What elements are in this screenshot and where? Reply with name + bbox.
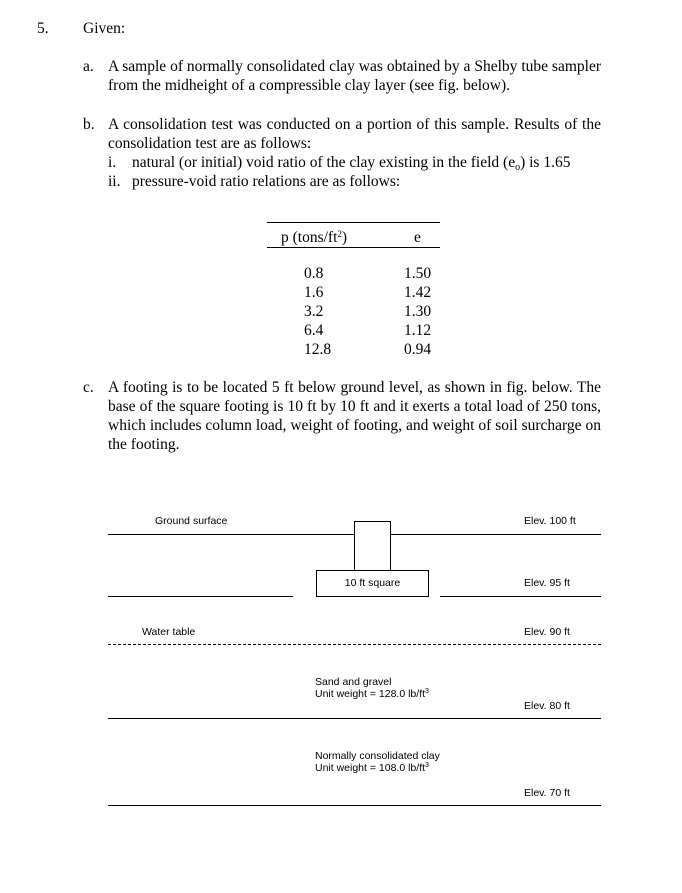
footing-label: 10 ft square: [344, 577, 401, 589]
clay-bottom-line: [108, 805, 601, 806]
item-b-ii-text: pressure-void ratio relations are as follows:: [132, 173, 401, 190]
table-cell-p: 1.6: [304, 284, 324, 301]
table-cell-e: 1.12: [404, 322, 432, 339]
footing-level-line-right: [440, 596, 601, 597]
table-cell-p: 3.2: [304, 303, 324, 320]
table-header-e: e: [414, 229, 421, 246]
table-cell-p: 12.8: [304, 341, 332, 358]
water-table-line: [108, 644, 601, 645]
table-header-p: p $(tons/ft^2)$: [281, 229, 348, 246]
item-b-marker: b.: [83, 116, 95, 133]
problem-number: 5.: [37, 20, 49, 37]
table-cell-p: 6.4: [304, 322, 324, 339]
ground-line-right: [390, 534, 601, 535]
item-a-marker: a.: [83, 58, 94, 75]
item-b-i-marker: i.: [108, 154, 117, 171]
clay-layer-name: Normally consolidated clay: [315, 750, 440, 762]
problem-heading: Given:: [83, 20, 126, 37]
sand-layer-name: Sand and gravel: [315, 676, 392, 688]
item-b-ii-marker: ii.: [108, 173, 121, 190]
table-top-rule: [267, 222, 440, 223]
clay-unit-weight: Unit weight = 108.0 $lb/ft^3$: [315, 762, 429, 774]
table-cell-p: 0.8: [304, 265, 324, 282]
item-b-text: A consolidation test was conducted on a portion of this sample. Results of the consolidation test are as follows:: [108, 116, 601, 152]
footing-column: [354, 521, 391, 571]
elev-90-label: Elev. 90 ft: [524, 626, 570, 638]
item-b-i-text: natural (or initial) void ratio of the clay existing in the field $(e_o)$ is 1.65: [132, 154, 571, 173]
item-c-marker: c.: [83, 379, 94, 396]
footing-level-line-left: [108, 596, 293, 597]
table-cell-e: 1.42: [404, 284, 432, 301]
elev-80-label: Elev. 80 ft: [524, 700, 570, 712]
table-cell-e: 1.50: [404, 265, 432, 282]
sand-unit-weight: Unit weight = 128.0 $lb/ft^3$: [315, 688, 429, 700]
sand-clay-boundary-line: [108, 718, 601, 719]
elev-95-label: Elev. 95 ft: [524, 577, 570, 589]
ground-surface-label: Ground surface: [155, 515, 228, 527]
water-table-label: Water table: [142, 626, 196, 638]
elev-100-label: Elev. 100 ft: [524, 515, 576, 527]
ground-line-left: [108, 534, 354, 535]
table-header-rule: [267, 247, 440, 248]
table-cell-e: 0.94: [404, 341, 432, 358]
table-cell-e: 1.30: [404, 303, 432, 320]
item-c-text: A footing is to be located 5 ft below ground level, as shown in fig. below. The base of the square footing is 10 ft by 10 ft and it exerts a total load of 250 tons, which includes column load, weight of footing, and weight of soil surcharge on the footing.: [108, 379, 601, 453]
elev-70-label: Elev. 70 ft: [524, 787, 570, 799]
item-a-text: A sample of normally consolidated clay was obtained by a Shelby tube sampler from the midheight of a compressible clay layer (see fig. below).: [108, 58, 601, 94]
